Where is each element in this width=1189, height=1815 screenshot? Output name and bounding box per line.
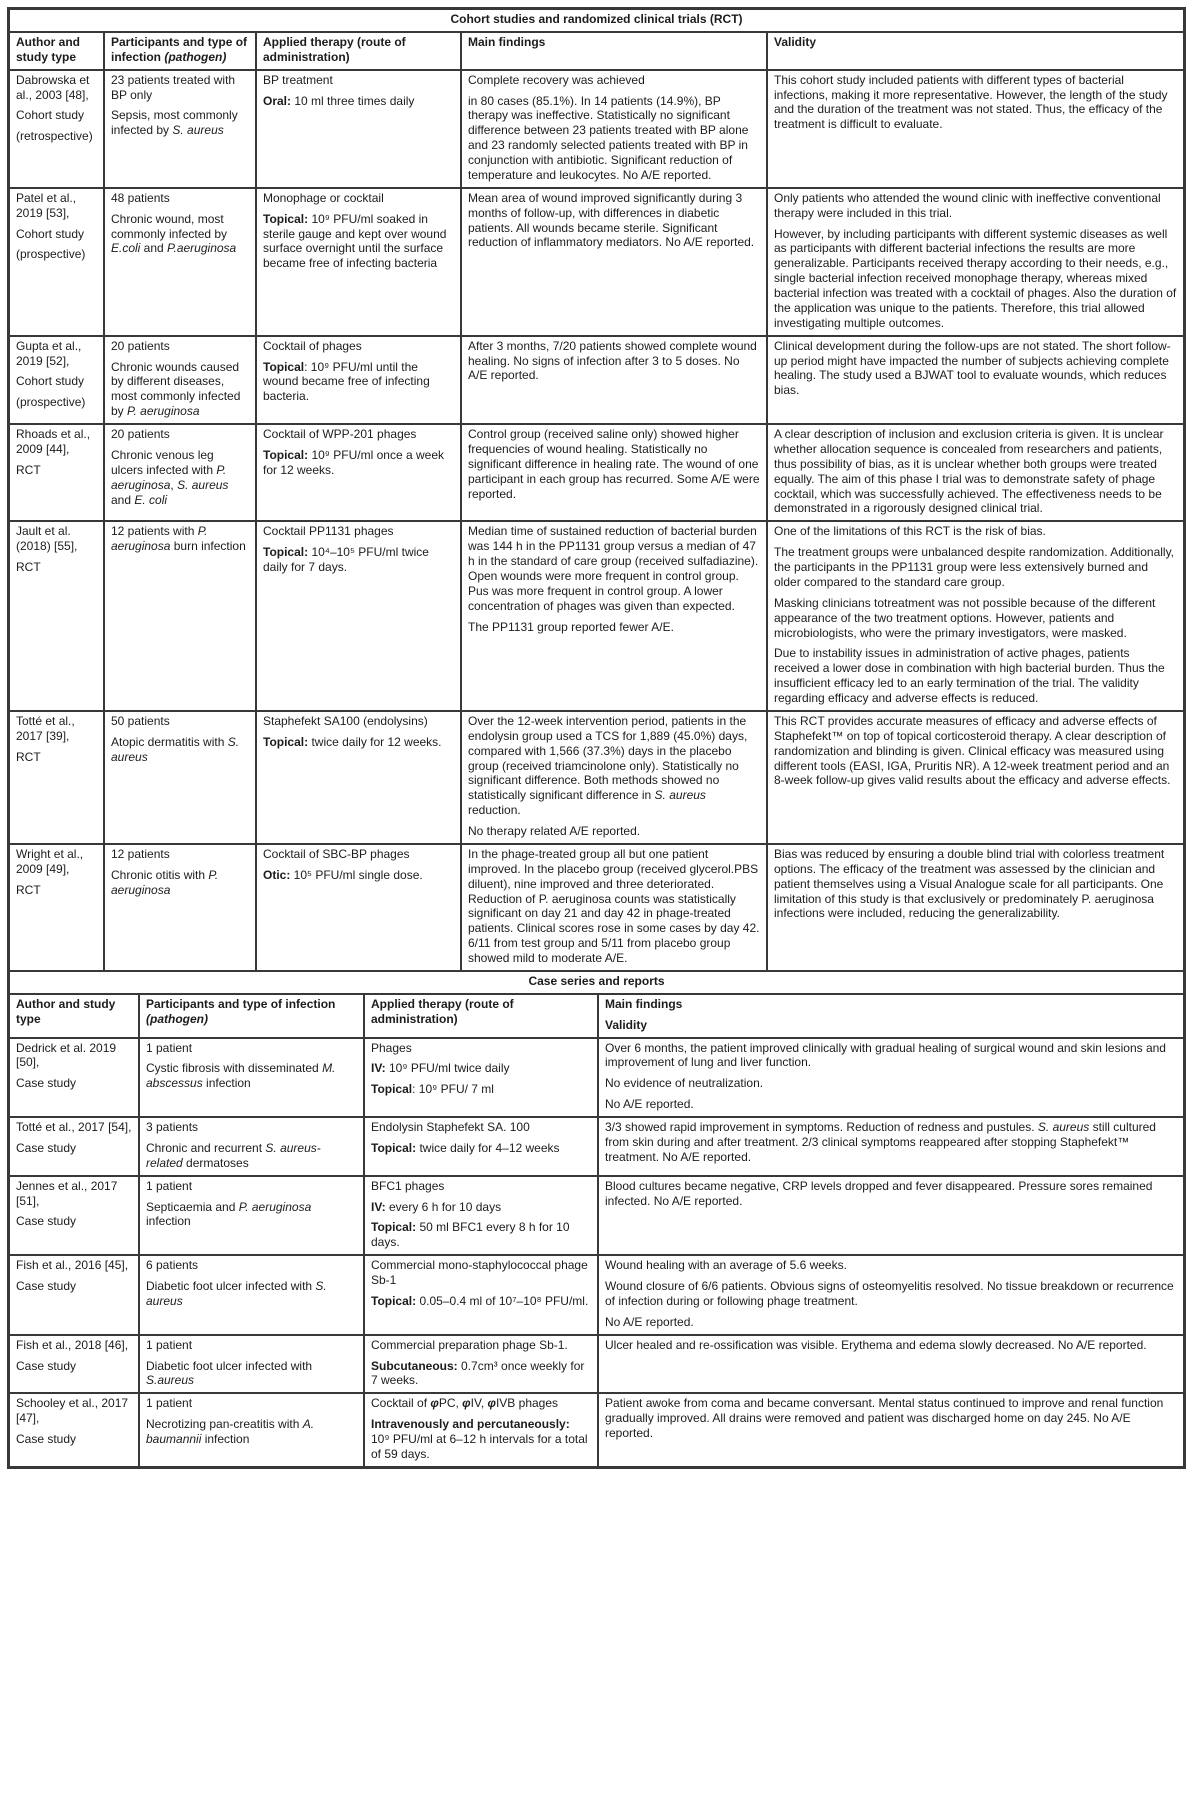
study-row xyxy=(9,844,1184,971)
participants-infection-cell xyxy=(104,521,256,711)
main-findings-validity-cell xyxy=(598,1335,1184,1394)
cell-paragraph: Case study xyxy=(16,1076,77,1091)
cell-paragraph: (retrospective) xyxy=(16,129,93,144)
cell-paragraph: IV: 10⁹ PFU/ml twice daily xyxy=(371,1061,510,1076)
main-findings-validity-cell xyxy=(598,1117,1184,1176)
main-findings-cell xyxy=(461,70,767,188)
cell-paragraph: This RCT provides accurate measures of efficacy and adverse effects of Staphefekt™ on top of topical corticosteroid therapy. A clear description of randomization and blinding is given. Clinical efficacy was measured using different tools (EASI, IGA, Pruritis NR). A 12-week treatment period and an 8-week follow-up gives valid results about the efficacy and adverse effects. xyxy=(774,713,1171,788)
applied-therapy-cell xyxy=(364,1176,598,1256)
main-findings-cell xyxy=(461,521,767,711)
author-study-type-cell xyxy=(9,1038,139,1118)
cell-paragraph: Author and study type xyxy=(16,34,80,64)
author-study-type-cell xyxy=(9,336,104,424)
study-row xyxy=(9,424,1184,521)
cell-paragraph: Ulcer healed and re-ossification was visible. Erythema and edema slowly decreased. No A/E reported. xyxy=(605,1337,1147,1352)
cell-paragraph: Mean area of wound improved significantly during 3 months of follow-up, with differences in diabetic patients. All wounds became sterile. Significant reduction of inflammatory mediators. No A/E reported. xyxy=(468,190,755,250)
cell-paragraph: Dedrick et al. 2019 [50], xyxy=(16,1040,117,1070)
cell-paragraph: Cocktail of WPP-201 phages xyxy=(263,427,417,441)
cell-paragraph: 12 patients with P. aeruginosa burn infection xyxy=(111,524,246,554)
participants-infection-cell xyxy=(139,1038,364,1118)
section-title: Cohort studies and randomized clinical trials (RCT) xyxy=(9,9,1184,32)
participants-infection-cell xyxy=(104,188,256,336)
cell-paragraph: Chronic venous leg ulcers infected with P. aeruginosa, S. aureus and E. coli xyxy=(111,447,229,507)
cell-paragraph: Main findings xyxy=(605,996,683,1011)
participants-infection-cell xyxy=(139,1335,364,1394)
main-findings-validity-cell xyxy=(598,1038,1184,1118)
cell-paragraph: 1 patient xyxy=(146,1396,193,1411)
section-title-row xyxy=(9,9,1184,32)
validity-cell xyxy=(767,521,1184,711)
participants-infection-cell xyxy=(104,711,256,844)
cell-paragraph: Topical: 50 ml BFC1 every 8 h for 10 days. xyxy=(371,1220,570,1250)
cell-paragraph: Patel et al., 2019 [53], xyxy=(16,190,77,220)
cell-paragraph: This cohort study included patients with different types of bacterial infections, making it more representative. However, the length of the study and the duration of the treatment was not stated. Thus, the efficacy of the treatment is difficult to evaluate. xyxy=(774,72,1168,132)
section-title: Case series and reports xyxy=(9,972,1184,994)
applied-therapy-cell xyxy=(364,1117,598,1176)
cell-paragraph: Intravenously and percutaneously: 10⁹ PFU/ml at 6–12 h intervals for a total of 59 days. xyxy=(371,1417,588,1461)
cell-paragraph: 6 patients xyxy=(146,1258,199,1273)
study-row xyxy=(9,1176,1184,1256)
author-column-header xyxy=(9,994,139,1038)
section-title-row xyxy=(9,972,1184,994)
cell-paragraph: Over the 12-week intervention period, patients in the endolysin group used a TCS for 1,889 (45.0%) days, compared with 1,566 (37.3%) days in the placebo group (received triamcinolone only). Statistically no significant difference. Both methods showed no statistically significant difference in S. aureus reduction. xyxy=(468,713,748,818)
main-findings-column-header xyxy=(598,994,1184,1038)
main-findings-cell xyxy=(461,188,767,336)
cell-paragraph: Jennes et al., 2017 [51], xyxy=(16,1178,118,1208)
cell-paragraph: Main findings xyxy=(468,34,546,49)
cell-paragraph: However, by including participants with different systemic diseases as well as participants with different bacterial infections the results are more generalizable. Participants received therapy according to their needs, e.g., single bacterial infection received monophage therapy, whereas mixed bacterial infection was treated with a cocktail of phages. Also the duration of the application was unique to the patients. Therefore, this trial allowed investigating multiple outcomes. xyxy=(774,226,1177,330)
cell-paragraph: Subcutaneous: 0.7cm³ once weekly for 7 weeks. xyxy=(371,1358,585,1388)
cell-paragraph: Cocktail of SBC-BP phages xyxy=(263,846,410,861)
cell-paragraph: Masking clinicians totreatment was not possible because of the different appearance of the two treatment options. However, patients and microbiologists, who were the primary investigators, were masked. xyxy=(774,595,1156,640)
cell-paragraph: BP treatment xyxy=(263,72,333,87)
cell-paragraph: Topical: 10⁹ PFU/ml once a week for 12 weeks. xyxy=(263,447,444,477)
cell-paragraph: Atopic dermatitis with S. aureus xyxy=(111,734,240,764)
cell-paragraph: Diabetic foot ulcer infected with S. aureus xyxy=(146,1279,327,1308)
cell-paragraph: Cohort study xyxy=(16,108,85,123)
cell-paragraph: Bias was reduced by ensuring a double blind trial with colorless treatment options. The efficacy of the treatment was assessed by the clinician and patient themselves using a Visual Analogue scale for all participants. One limitation of this study is that exclusively or predominately P. aeruginosa infections were included, reducing the generalizability. xyxy=(774,846,1165,921)
study-comparison-table xyxy=(7,7,1186,1469)
cell-paragraph: Case study xyxy=(16,1140,77,1155)
cell-paragraph: IV: every 6 h for 10 days xyxy=(371,1199,502,1214)
author-study-type-cell xyxy=(9,1393,139,1467)
cell-paragraph: Gupta et al., 2019 [52], xyxy=(16,338,82,368)
cell-paragraph: RCT xyxy=(16,882,41,897)
cell-paragraph: Cystic fibrosis with disseminated M. abscessus infection xyxy=(146,1061,336,1091)
cell-paragraph: Control group (received saline only) showed higher frequencies of wound healing. Statistically no significant difference in healing rate. The wound of one participant in each group has recurred. Some A/E were reported. xyxy=(468,427,760,501)
applied-therapy-cell xyxy=(364,1393,598,1467)
cell-paragraph: RCT xyxy=(16,560,41,574)
cell-paragraph: Applied therapy (route of administration) xyxy=(263,34,406,64)
therapy-column-header xyxy=(256,32,461,70)
cell-paragraph: Wright et al., 2009 [49], xyxy=(16,846,84,876)
participants-infection-cell xyxy=(104,844,256,971)
author-study-type-cell xyxy=(9,711,104,844)
cell-paragraph: Schooley et al., 2017 [47], xyxy=(16,1396,129,1426)
participants-infection-cell xyxy=(104,424,256,521)
validity-column-header xyxy=(767,32,1184,70)
validity-cell xyxy=(767,336,1184,424)
cell-paragraph: In the phage-treated group all but one patient improved. In the placebo group (received glycerol.PBS diluent), nine improved and three deteriorated. Reduction of P. aeruginosa counts was statistically significant on day 21 and day 42 in phage-treated patients. Clinical scores rose in some cases by day 42. 6/11 from test group and 5/11 from placebo group showed mild to moderate A/E. xyxy=(468,846,760,965)
author-study-type-cell xyxy=(9,70,104,188)
cell-paragraph: Chronic otitis with P. aeruginosa xyxy=(111,867,219,897)
cell-paragraph: The PP1131 group reported fewer A/E. xyxy=(468,619,674,634)
cell-paragraph: BFC1 phages xyxy=(371,1178,445,1193)
participants-infection-cell xyxy=(104,336,256,424)
study-row xyxy=(9,336,1184,424)
cell-paragraph: No A/E reported. xyxy=(605,1314,694,1329)
author-study-type-cell xyxy=(9,1255,139,1335)
author-column-header xyxy=(9,32,104,70)
cell-paragraph: Monophage or cocktail xyxy=(263,190,384,205)
cell-paragraph: Blood cultures became negative, CRP levels dropped and fever disappeared. Pressure sores remained infected. No A/E reported. xyxy=(605,1178,1153,1208)
study-row xyxy=(9,70,1184,188)
cell-paragraph: Rhoads et al., 2009 [44], xyxy=(16,427,91,456)
cell-paragraph: Cocktail of phages xyxy=(263,338,362,353)
cell-paragraph: Fish et al., 2018 [46], xyxy=(16,1337,129,1352)
study-row xyxy=(9,521,1184,711)
participants-infection-cell xyxy=(139,1393,364,1467)
cell-paragraph: Validity xyxy=(605,1017,648,1032)
cell-paragraph: Case study xyxy=(16,1279,77,1293)
cell-paragraph: Chronic and recurrent S. aureus-related dermatoses xyxy=(146,1140,321,1170)
cell-paragraph: After 3 months, 7/20 patients showed complete wound healing. No signs of infection after 3 to 5 doses. No A/E reported. xyxy=(468,338,757,383)
cell-paragraph: Phages xyxy=(371,1040,412,1055)
cell-paragraph: Patient awoke from coma and became conversant. Mental status continued to improve and renal function gradually improved. All drains were removed and patient was discharged home on day 245. No A/E reported. xyxy=(605,1396,1164,1440)
cell-paragraph: Dabrowska et al., 2003 [48], xyxy=(16,72,90,102)
cell-paragraph: 1 patient xyxy=(146,1178,193,1193)
case-series-table xyxy=(8,972,1185,1468)
author-study-type-cell xyxy=(9,844,104,971)
cell-paragraph: Over 6 months, the patient improved clinically with gradual healing of surgical wound and skin lesions and improvement of lung and liver function. xyxy=(605,1040,1166,1070)
validity-cell xyxy=(767,188,1184,336)
cell-paragraph: Case study xyxy=(16,1358,77,1373)
cell-paragraph: Chronic wound, most commonly infected by E.coli and P.aeruginosa xyxy=(111,211,237,256)
study-row xyxy=(9,711,1184,844)
cell-paragraph: 50 patients xyxy=(111,713,170,728)
applied-therapy-cell xyxy=(364,1335,598,1394)
cell-paragraph: 20 patients xyxy=(111,427,170,441)
cell-paragraph: Diabetic foot ulcer infected with S.aureus xyxy=(146,1358,313,1388)
main-findings-cell xyxy=(461,844,767,971)
validity-cell xyxy=(767,424,1184,521)
study-row xyxy=(9,1393,1184,1467)
cell-paragraph: Fish et al., 2016 [45], xyxy=(16,1258,129,1273)
cell-paragraph: No A/E reported. xyxy=(605,1097,694,1112)
cell-paragraph: Staphefekt SA100 (endolysins) xyxy=(263,713,428,728)
cell-paragraph: Topical: 10⁹ PFU/ml until the wound became free of infecting bacteria. xyxy=(263,359,430,404)
cell-paragraph: 1 patient xyxy=(146,1337,193,1352)
cell-paragraph: Jault et al. (2018) [55], xyxy=(16,524,78,554)
cell-paragraph: Participants and type of infection (pathogen) xyxy=(111,34,248,64)
cell-paragraph: Topical: 10⁹ PFU/ 7 ml xyxy=(371,1082,494,1097)
main-findings-validity-cell xyxy=(598,1255,1184,1335)
cohort-rct-table xyxy=(8,8,1185,972)
cell-paragraph: (prospective) xyxy=(16,395,86,410)
main-findings-cell xyxy=(461,424,767,521)
applied-therapy-cell xyxy=(256,424,461,521)
cell-paragraph: The treatment groups were unbalanced despite randomization. Additionally, the participants in the PP1131 group were less extensively burned and older compared to the standard care group. xyxy=(774,545,1175,589)
cell-paragraph: Cocktail of φPC, φIV, φIVB phages xyxy=(371,1396,559,1411)
cell-paragraph: Topical: twice daily for 4–12 weeks xyxy=(371,1140,560,1155)
cell-paragraph: Sepsis, most commonly infected by S. aureus xyxy=(111,108,238,138)
participants-infection-cell xyxy=(139,1176,364,1256)
column-header-row xyxy=(9,32,1184,70)
cell-paragraph: Cocktail PP1131 phages xyxy=(263,524,394,539)
cell-paragraph: Totté et al., 2017 [39], xyxy=(16,713,75,743)
applied-therapy-cell xyxy=(256,521,461,711)
cell-paragraph: Wound healing with an average of 5.6 weeks. xyxy=(605,1258,847,1273)
cell-paragraph: Oral: 10 ml three times daily xyxy=(263,93,415,108)
study-row xyxy=(9,1335,1184,1394)
main-findings-cell xyxy=(461,711,767,844)
cell-paragraph: A clear description of inclusion and exclusion criteria is given. It is unclear whether allocation sequence is concealed from researchers and patients, thus possibility of bias, as it is unclear whether both groups were treated equally. The aim of this phase I trial was to demonstrate safety of phage cocktail, which was successfully achieved. The effectiveness needs to be demonstrated in a rigorously designed clinical trial. xyxy=(774,427,1164,516)
cell-paragraph: 12 patients xyxy=(111,846,170,861)
cohort-rct-table-body xyxy=(9,9,1184,971)
column-header-row xyxy=(9,994,1184,1038)
cell-paragraph: Author and study type xyxy=(16,996,116,1026)
cell-paragraph: 20 patients xyxy=(111,338,170,353)
cell-paragraph: Cohort study xyxy=(16,374,85,389)
cell-paragraph: Topical: 10⁹ PFU/ml soaked in sterile gauge and kept over wound surface overnight until the surface became free of infecting bacteria xyxy=(263,211,447,271)
validity-cell xyxy=(767,70,1184,188)
validity-cell xyxy=(767,844,1184,971)
cell-paragraph: Topical: twice daily for 12 weeks. xyxy=(263,734,442,749)
cell-paragraph: Clinical development during the follow-ups are not stated. The short follow-up period might have impacted the number of subjects achieving complete healing. The study used a BJWAT tool to evaluate wounds, which reduces bias. xyxy=(774,338,1171,398)
cell-paragraph: 23 patients treated with BP only xyxy=(111,72,236,102)
applied-therapy-cell xyxy=(256,70,461,188)
study-row xyxy=(9,1038,1184,1118)
participants-infection-cell xyxy=(104,70,256,188)
cell-paragraph: Commercial preparation phage Sb-1. xyxy=(371,1337,568,1352)
cell-paragraph: Median time of sustained reduction of bacterial burden was 144 h in the PP1131 group versus a median of 47 h in the standard of care group (received sulfadiazine). Open wounds were more frequent in control group. Pus was more frequent in control group. A lower concentration of phages was given than expected. xyxy=(468,524,759,613)
applied-therapy-cell xyxy=(256,188,461,336)
main-findings-column-header xyxy=(461,32,767,70)
cell-paragraph: RCT xyxy=(16,462,41,477)
cell-paragraph: 3/3 showed rapid improvement in symptoms. Reduction of redness and pustules. S. aureus still cultured from skin during and after treatment. 2/3 clinical symptoms reappeared after stopping Staphefekt™ treatment. No A/E reported. xyxy=(605,1120,1156,1164)
cell-paragraph: Septicaemia and P. aeruginosa infection xyxy=(146,1199,312,1229)
author-study-type-cell xyxy=(9,1176,139,1256)
cell-paragraph: Case study xyxy=(16,1214,77,1229)
cell-paragraph: Necrotizing pan-creatitis with A. baumannii infection xyxy=(146,1417,315,1446)
participants-infection-cell xyxy=(139,1255,364,1335)
cell-paragraph: Cohort study xyxy=(16,226,85,241)
cell-paragraph: No therapy related A/E reported. xyxy=(468,824,641,838)
cell-paragraph: Due to instability issues in administration of active phages, patients received a lower dose in combination with high bacterial burden. Thus the insufficient efficacy led to an early termination of the trial. The validity regarding efficacy and adverse effects is reduced. xyxy=(774,646,1165,705)
cell-paragraph: 48 patients xyxy=(111,190,170,205)
cell-paragraph: Applied therapy (route of administration) xyxy=(371,996,514,1026)
participants-column-header xyxy=(139,994,364,1038)
cell-paragraph: Commercial mono-staphylococcal phage Sb-1 xyxy=(371,1258,588,1287)
participants-infection-cell xyxy=(139,1117,364,1176)
cell-paragraph: Case study xyxy=(16,1432,77,1446)
main-findings-cell xyxy=(461,336,767,424)
author-study-type-cell xyxy=(9,188,104,336)
author-study-type-cell xyxy=(9,521,104,711)
cell-paragraph: Chronic wounds caused by different diseases, most commonly infected by P. aeruginosa xyxy=(111,359,241,419)
therapy-column-header xyxy=(364,994,598,1038)
study-row xyxy=(9,188,1184,336)
cell-paragraph: Validity xyxy=(774,34,817,49)
author-study-type-cell xyxy=(9,424,104,521)
cell-paragraph: 3 patients xyxy=(146,1120,199,1134)
cell-paragraph: Topical: 10⁴–10⁵ PFU/ml twice daily for 7 days. xyxy=(263,545,429,574)
cell-paragraph: Wound closure of 6/6 patients. Obvious signs of osteomyelitis resolved. No tissue breakdown or recurrence of infection during or following phage treatment. xyxy=(605,1279,1174,1308)
cell-paragraph: Otic: 10⁵ PFU/ml single dose. xyxy=(263,867,423,882)
applied-therapy-cell xyxy=(256,844,461,971)
participants-column-header xyxy=(104,32,256,70)
cell-paragraph: in 80 cases (85.1%). In 14 patients (14.9%), BP therapy was ineffective. Statistically no significant difference between 23 patients treated with BP alone and 23 randomly selected patients treated with BP in conjunction with antibiotic. Significant reduction of temperature and leukocytes. No A/E reported. xyxy=(468,93,749,182)
cell-paragraph: 1 patient xyxy=(146,1040,193,1055)
cell-paragraph: Participants and type of infection (pathogen) xyxy=(146,996,336,1026)
cell-paragraph: Totté et al., 2017 [54], xyxy=(16,1120,132,1134)
cell-paragraph: Only patients who attended the wound clinic with ineffective conventional therapy were included in this trial. xyxy=(774,190,1161,220)
study-row xyxy=(9,1117,1184,1176)
cell-paragraph: Complete recovery was achieved xyxy=(468,72,645,87)
applied-therapy-cell xyxy=(364,1255,598,1335)
author-study-type-cell xyxy=(9,1335,139,1394)
cell-paragraph: One of the limitations of this RCT is the risk of bias. xyxy=(774,524,1046,539)
author-study-type-cell xyxy=(9,1117,139,1176)
cell-paragraph: Endolysin Staphefekt SA. 100 xyxy=(371,1120,530,1134)
cell-paragraph: No evidence of neutralization. xyxy=(605,1076,764,1091)
study-row xyxy=(9,1255,1184,1335)
applied-therapy-cell xyxy=(256,711,461,844)
cell-paragraph: (prospective) xyxy=(16,247,86,262)
cell-paragraph: Topical: 0.05–0.4 ml of 10⁷–10⁸ PFU/ml. xyxy=(371,1293,589,1308)
validity-cell xyxy=(767,711,1184,844)
applied-therapy-cell xyxy=(256,336,461,424)
applied-therapy-cell xyxy=(364,1038,598,1118)
main-findings-validity-cell xyxy=(598,1393,1184,1467)
case-series-table-body xyxy=(9,972,1184,1467)
main-findings-validity-cell xyxy=(598,1176,1184,1256)
cell-paragraph: RCT xyxy=(16,749,41,764)
